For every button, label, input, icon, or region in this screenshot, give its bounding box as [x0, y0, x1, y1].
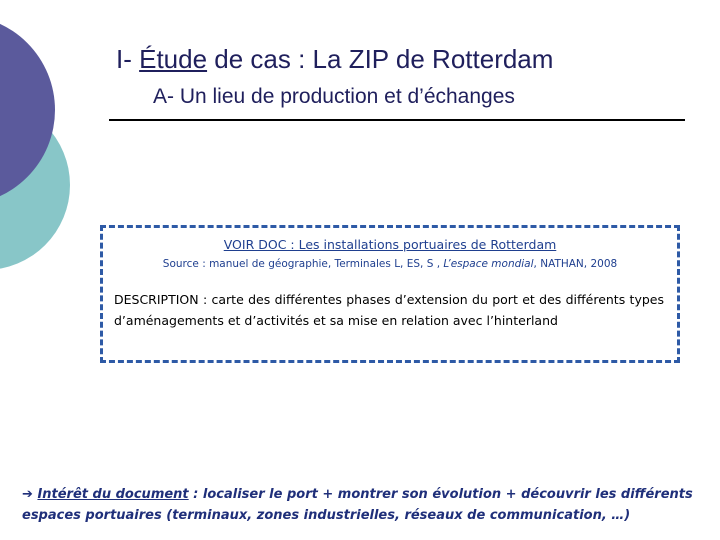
document-box: [100, 225, 680, 363]
source-prefix: Source : manuel de géographie, Terminales L, ES, S ,: [162, 258, 444, 270]
title-underlined-word: Étude: [139, 44, 208, 74]
title-rest: de cas : La ZIP de Rotterdam: [207, 44, 554, 74]
slide-subtitle: A- Un lieu de production et d’échanges: [153, 85, 515, 108]
document-heading: VOIR DOC : Les installations portuaires de Rotterdam: [223, 237, 557, 252]
slide-title: [116, 44, 553, 75]
interest-label: Intérêt du document: [37, 487, 189, 502]
document-description: DESCRIPTION : carte des différentes phases d’extension du port et des différents types d’aménagements et d’activités et sa mise en relation avec l’hinterland: [114, 292, 664, 328]
interest-text: : localiser le port + montrer son évolution + découvrir les différents espaces portuaires (terminaux, zones industrielles, réseaux de communication, …): [22, 487, 693, 523]
document-source: [103, 258, 677, 270]
divider: [109, 119, 685, 121]
right-arrow-icon: ➔: [22, 487, 33, 502]
source-suffix: , NATHAN, 2008: [533, 258, 618, 270]
document-interest: [22, 484, 712, 526]
source-book-title: L’espace mondial: [443, 258, 534, 270]
title-prefix: I-: [116, 44, 140, 74]
